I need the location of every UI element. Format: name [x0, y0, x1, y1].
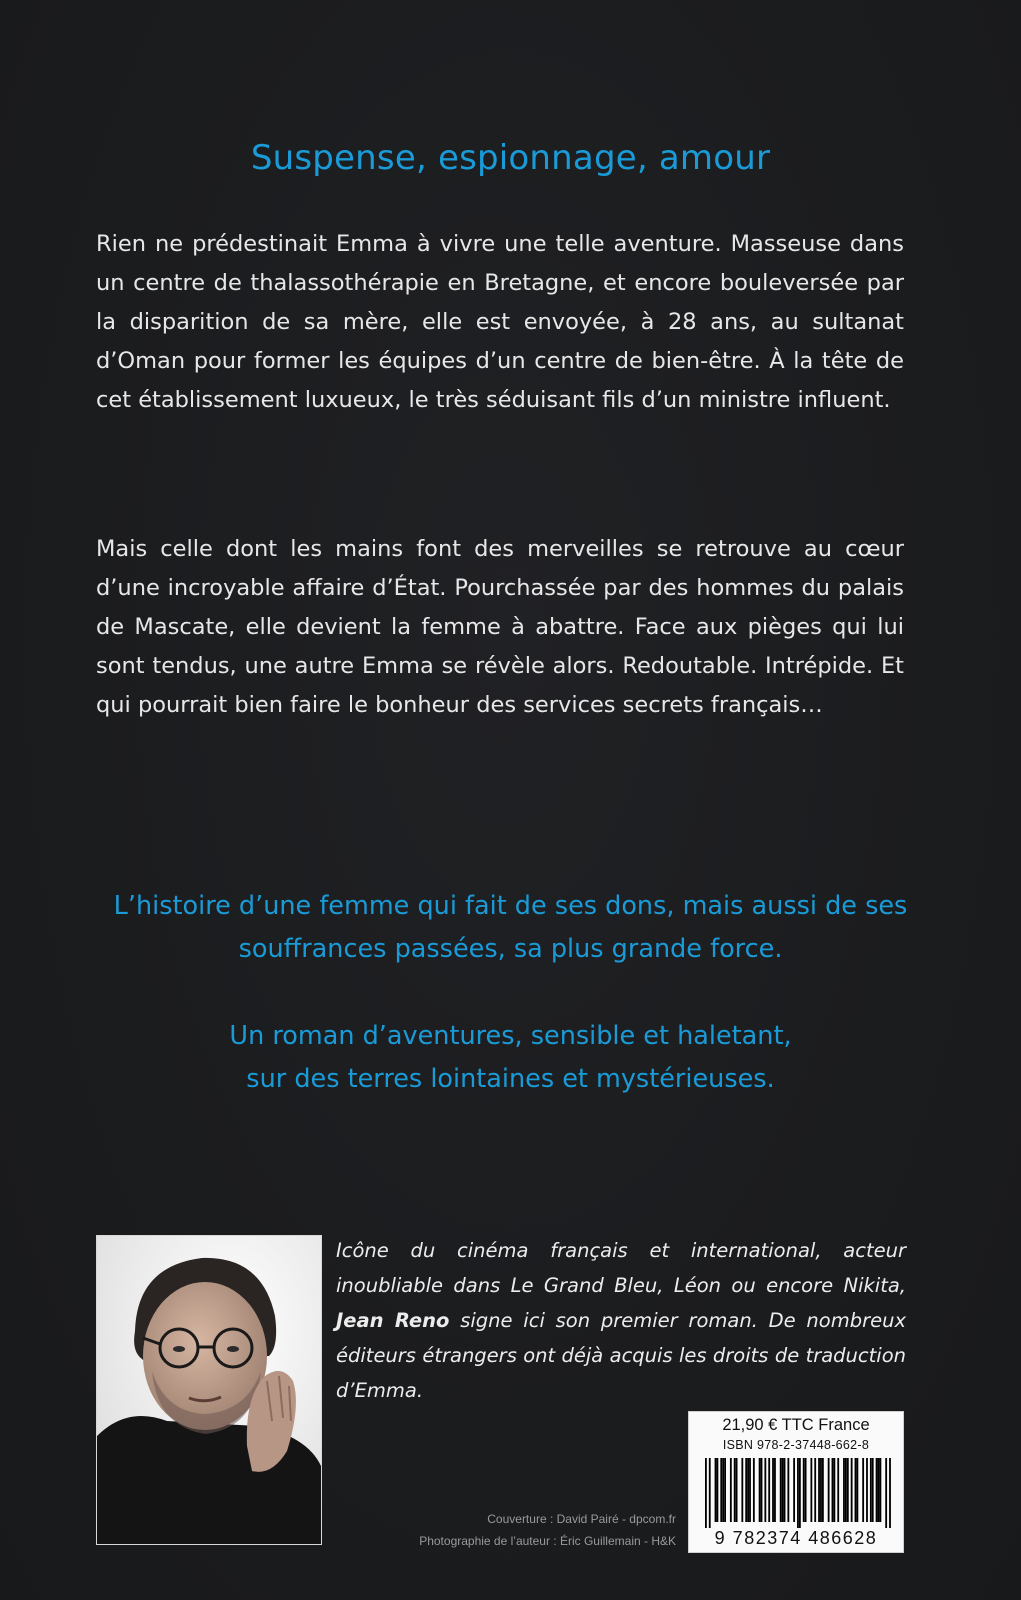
barcode-bar — [866, 1458, 868, 1522]
tagline-2-line-2: sur des terres lointaines et mystérieuses. — [246, 1064, 775, 1094]
barcode-bar — [774, 1458, 776, 1522]
author-bio — [336, 1233, 906, 1408]
barcode-bar — [722, 1458, 724, 1522]
barcode-number: 9 782374 486628 — [714, 1528, 878, 1548]
barcode-bar — [705, 1458, 707, 1528]
author-photo — [96, 1235, 322, 1545]
bio-text-start: Icône du cinéma français et international, acteur inoubliable dans Le Grand Bleu, Léon ou encore Nikita, — [336, 1239, 906, 1297]
barcode-bar — [709, 1458, 711, 1528]
tagline-1-line-1: L’histoire d’une femme qui fait de ses dons, mais aussi de ses — [113, 891, 908, 921]
barcode-bar — [855, 1458, 857, 1522]
barcode-bar — [810, 1458, 812, 1522]
barcode-bar — [879, 1458, 881, 1522]
barcode-bar — [761, 1458, 763, 1522]
tagline-1-line-2: souffrances passées, sa plus grande force. — [238, 934, 783, 964]
barcode-bar — [889, 1458, 891, 1528]
barcode-bar — [784, 1458, 786, 1522]
barcode-bar — [876, 1458, 878, 1522]
author-portrait-illustration — [97, 1236, 321, 1544]
synopsis-paragraph-2: Mais celle dont les mains font des merveilles se retrouve au cœur d’une incroyable affaire d’État. Pourchassée par des hommes du palais de Mascate, elle devient la femme à abattre. Face aux pièges qui lui sont tendus, une autre Emma se révèle alors. Redoutable. Intrépide. Et qui pourrait bien faire le bonheur des services secrets français… — [96, 536, 904, 718]
barcode-bar — [814, 1458, 816, 1522]
barcode-bar — [793, 1458, 795, 1522]
headline: Suspense, espionnage, amour — [250, 138, 771, 178]
barcode-bar — [837, 1458, 839, 1522]
barcode-bar — [818, 1458, 820, 1522]
barcode-bar — [715, 1458, 717, 1522]
barcode-bar — [782, 1458, 784, 1522]
photo-credit: Photographie de l’auteur : Éric Guillemain - H&K — [419, 1534, 676, 1548]
barcode-bar — [736, 1458, 738, 1522]
barcode-bar — [805, 1458, 807, 1522]
barcode-bar — [843, 1458, 845, 1522]
barcode-bar — [797, 1458, 799, 1528]
barcode-bar — [759, 1458, 761, 1522]
barcode-bar — [724, 1458, 726, 1522]
barcode-bar — [749, 1458, 751, 1522]
tagline-2 — [0, 1015, 1021, 1101]
barcode-bar — [745, 1458, 747, 1522]
barcode-bar — [803, 1458, 805, 1522]
barcode-bar — [856, 1458, 858, 1522]
barcode-bar — [862, 1458, 864, 1522]
barcode-bar — [741, 1458, 743, 1522]
barcode-bar — [753, 1458, 755, 1522]
barcode-bar — [845, 1458, 847, 1522]
barcode-bar — [772, 1458, 774, 1522]
isbn-label: ISBN 978-2-37448-662-8 — [722, 1438, 870, 1452]
bio-text-end: signe ici son premier roman. De nombreux éditeurs étrangers ont déjà acquis les droits de traduction d’Emma. — [336, 1309, 907, 1402]
barcode-bar — [847, 1458, 849, 1522]
cover-credit: Couverture : David Pairé - dpcom.fr — [487, 1512, 676, 1526]
barcode-bar — [870, 1458, 872, 1522]
tagline-2-line-1: Un roman d’aventures, sensible et haletant, — [229, 1021, 792, 1051]
tagline-1 — [0, 885, 1021, 971]
synopsis-paragraph-1: Rien ne prédestinait Emma à vivre une telle aventure. Masseuse dans un centre de thalassothérapie en Bretagne, et encore bouleversée par la disparition de sa mère, elle est envoyée, à 28 ans, au sultanat d’Oman pour former les équipes d’un centre de bien-être. À la tête de cet établissement luxueux, le très séduisant fils d’un ministre influent. — [96, 231, 904, 413]
barcode-bar — [828, 1458, 830, 1522]
barcode-bar — [851, 1458, 853, 1522]
barcode-bar — [747, 1458, 749, 1522]
barcode-bar — [768, 1458, 770, 1522]
barcode — [705, 1458, 891, 1528]
barcode-bar — [764, 1458, 766, 1522]
barcode-bar — [833, 1458, 835, 1522]
barcode-bar — [822, 1458, 824, 1522]
price-barcode-box — [688, 1411, 904, 1553]
barcode-bar — [787, 1458, 789, 1522]
barcode-bar — [872, 1458, 874, 1522]
barcode-bar — [820, 1458, 822, 1522]
barcode-bar — [734, 1458, 736, 1522]
barcode-bar — [720, 1458, 722, 1522]
author-name: Jean Reno — [336, 1309, 450, 1332]
barcode-bar — [730, 1458, 732, 1522]
barcode-bar — [885, 1458, 887, 1528]
barcode-bar — [780, 1458, 782, 1522]
barcode-bar — [717, 1458, 719, 1522]
barcode-bar — [878, 1458, 880, 1522]
barcode-bar — [799, 1458, 801, 1528]
price-label: 21,90 € TTC France — [722, 1416, 870, 1434]
barcode-bar — [832, 1458, 834, 1522]
